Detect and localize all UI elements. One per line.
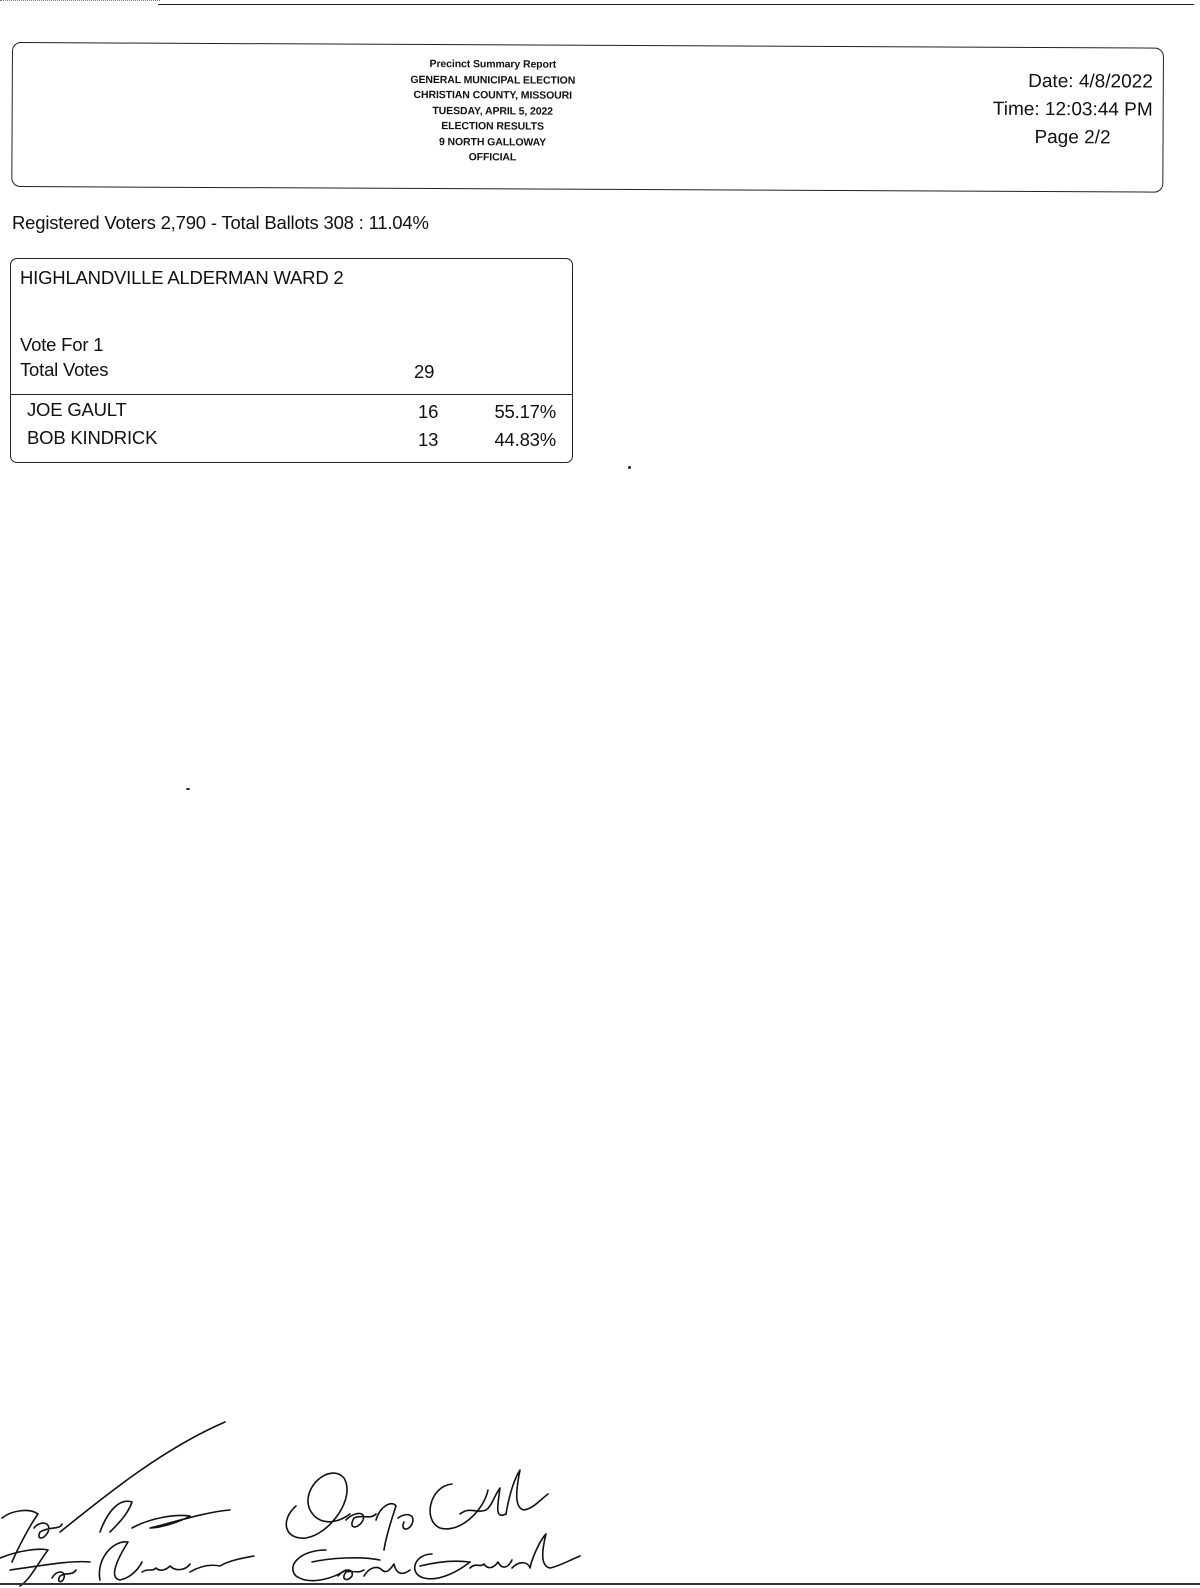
- election-date: TUESDAY, APRIL 5, 2022: [432, 104, 553, 118]
- candidate-votes: 13: [418, 429, 439, 450]
- scan-speck: [186, 788, 190, 790]
- report-time: Time: 12:03:44 PM: [992, 98, 1153, 121]
- candidate-name: BOB KINDRICK: [27, 427, 158, 448]
- candidate-percent: 44.83%: [494, 429, 556, 450]
- top-edge-mark: [0, 0, 160, 3]
- bottom-rule: [0, 1583, 1200, 1585]
- signatures: [0, 1410, 620, 1588]
- report-meta: [993, 68, 1153, 153]
- scan-speck: [628, 466, 631, 469]
- precinct-name: 9 NORTH GALLOWAY: [438, 135, 547, 149]
- page-number: Page 2/2: [1034, 126, 1111, 149]
- candidate-percent: 55.17%: [494, 401, 556, 422]
- report-header: [11, 42, 1164, 193]
- candidate-votes: 16: [418, 401, 439, 422]
- report-date: Date: 4/8/2022: [1028, 70, 1153, 93]
- contest-divider: [11, 394, 572, 395]
- total-votes-value: 29: [414, 361, 435, 382]
- candidate-name: JOE GAULT: [27, 399, 127, 420]
- contest-title: HIGHLANDVILLE ALDERMAN WARD 2: [20, 267, 344, 288]
- vote-for: Vote For 1: [20, 334, 104, 355]
- total-votes-label: Total Votes: [20, 359, 109, 380]
- report-title: Precinct Summary Report: [429, 58, 557, 71]
- results-label: ELECTION RESULTS: [441, 120, 544, 133]
- turnout-summary: Registered Voters 2,790 - Total Ballots 308 : 11.04%: [12, 212, 429, 233]
- official-label: OFFICIAL: [468, 151, 517, 164]
- report-title-block: [312, 56, 673, 166]
- contest-results: [10, 258, 573, 463]
- election-name: GENERAL MUNICIPAL ELECTION: [410, 73, 576, 87]
- jurisdiction: CHRISTIAN COUNTY, MISSOURI: [413, 88, 572, 102]
- top-rule: [158, 4, 1194, 5]
